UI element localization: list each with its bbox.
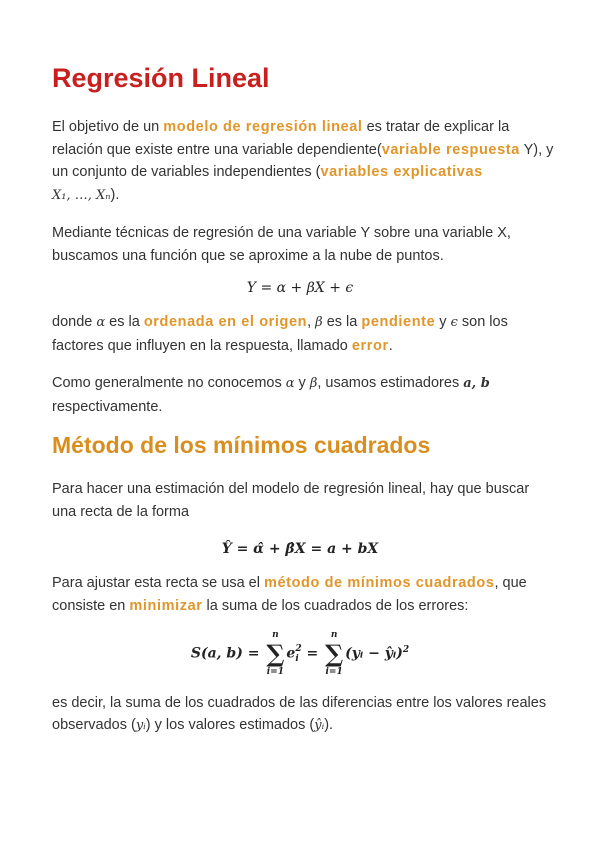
text: es tratar de explicar la relación que existe entre una variable dependiente( xyxy=(52,119,510,158)
text: y xyxy=(294,375,310,391)
sum-lower: i=1 xyxy=(325,666,343,677)
text: Y), y un conjunto de variables independientes ( xyxy=(52,141,554,180)
highlight-term: pendiente xyxy=(361,314,436,330)
sum-upper: n xyxy=(330,629,338,640)
equation-sum-squares xyxy=(0,625,600,679)
highlight-term: minimizar xyxy=(129,597,203,614)
math-e: e xyxy=(286,645,296,662)
text: ). xyxy=(324,717,334,734)
highlight-term: error xyxy=(351,337,389,354)
text: es la xyxy=(105,314,144,330)
paragraph-3 xyxy=(52,311,556,357)
text: Como generalmente no conocemos xyxy=(52,375,286,391)
text: donde xyxy=(52,314,97,330)
section-heading: Método de los mínimos cuadrados xyxy=(52,432,431,458)
text: . xyxy=(388,337,393,354)
paragraph-6 xyxy=(52,572,556,617)
text: ) y los valores estimados ( xyxy=(145,717,315,734)
highlight-term: variables explicativas xyxy=(320,164,483,180)
math-inline: ϵ xyxy=(450,315,458,330)
paragraph-2: Mediante técnicas de regresión de una variable Y sobre una variable X, buscamos una función que se aproxime a la nube de puntos. xyxy=(52,225,511,264)
math-inline: a, b xyxy=(463,376,490,391)
text: , que consiste en xyxy=(52,575,527,614)
text: Para ajustar esta recta se usa el xyxy=(52,575,264,591)
text: respectivamente. xyxy=(52,398,163,415)
text: la suma de los cuadrados de los errores: xyxy=(202,597,469,614)
text: son los factores que influyen en la respuesta, llamado xyxy=(52,314,508,354)
paragraph-5: Para hacer una estimación del modelo de regresión lineal, hay que buscar una recta de la forma xyxy=(52,481,530,520)
text: es la xyxy=(322,314,362,330)
paragraph-4 xyxy=(52,372,556,418)
exp: 2 xyxy=(295,643,302,654)
text: El objetivo de un xyxy=(52,119,164,135)
exp: 2 xyxy=(402,645,410,655)
sum-symbol xyxy=(325,630,343,678)
text: , usamos estimadores xyxy=(317,375,464,391)
text: es decir, la suma de los cuadrados de las diferencias entre los valores reales observados ( xyxy=(52,694,547,734)
sum-symbol xyxy=(266,630,284,678)
sigma: ∑ xyxy=(266,638,285,668)
math-inline: β xyxy=(309,376,318,391)
intro-paragraph xyxy=(52,116,556,207)
highlight-term: modelo de regresión lineal xyxy=(163,119,363,135)
math-lhs: S(a, b) = xyxy=(190,645,265,662)
math-inline: α xyxy=(96,315,106,330)
highlight-term: ordenada en el origen xyxy=(143,314,308,330)
math-inline: X₁, …, Xₙ xyxy=(52,187,111,203)
sum-lower: i=1 xyxy=(266,666,284,677)
text: ). xyxy=(110,186,120,203)
paragraph-7 xyxy=(52,692,556,738)
page-title: Regresión Lineal xyxy=(52,63,270,93)
text: y xyxy=(435,314,451,330)
sigma: ∑ xyxy=(325,638,344,668)
equation-fitted-line: Ŷ = α̂ + β̂X = a + bX xyxy=(221,541,379,557)
highlight-term: variable respuesta xyxy=(381,141,520,158)
equation-model: Y = α + βX + ϵ xyxy=(246,280,354,296)
subscript: i xyxy=(295,653,299,664)
sum-upper: n xyxy=(272,629,279,640)
math-inline: yᵢ xyxy=(135,718,146,734)
math-inline: β xyxy=(315,315,323,330)
math-inline: ŷᵢ xyxy=(314,718,325,734)
text: , xyxy=(307,314,316,330)
equals: = xyxy=(301,645,324,662)
math-rhs: (yᵢ − ŷᵢ) xyxy=(345,645,403,662)
highlight-term: método de mínimos cuadrados xyxy=(263,575,495,591)
math-inline: α xyxy=(285,376,295,391)
